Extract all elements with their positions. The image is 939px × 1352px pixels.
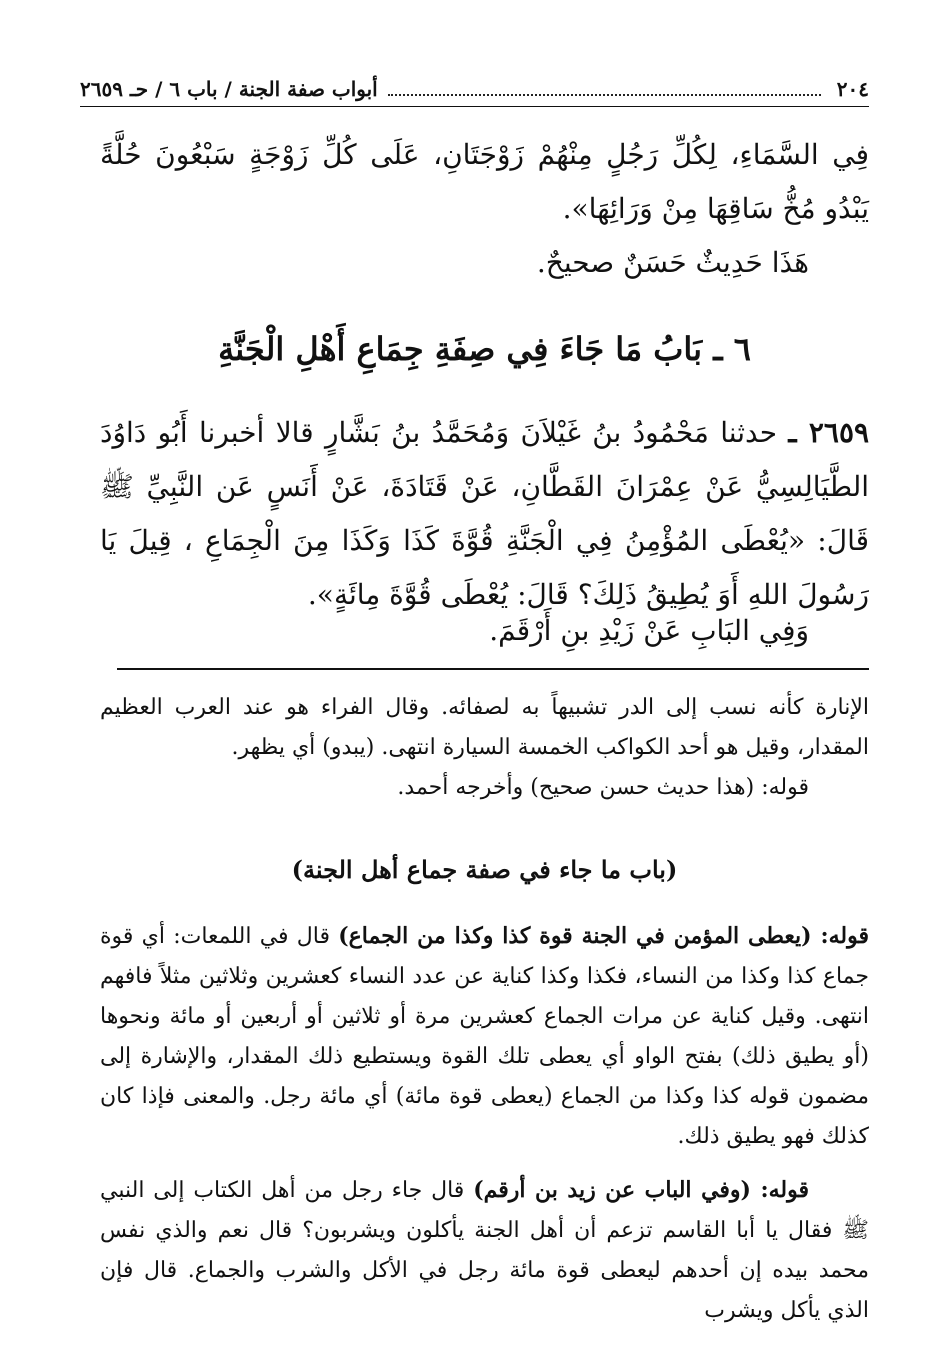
commentary-note-2 [100,768,869,808]
header-leader-dots [388,82,821,96]
page-header [80,72,869,107]
hadith-continuation [100,128,869,236]
hadith-2659 [100,406,869,622]
commentary-lead-3 [338,924,869,949]
commentary-lead-4-text: قوله: (وفي الباب عن زيد بن أرقم) [473,1177,809,1203]
grading-statement [100,236,869,290]
commentary-lead-3-text: قوله: (يعطى المؤمن في الجنة قوة كذا وكذا من الجماع) [338,923,869,949]
commentary-note-4 [100,1170,869,1331]
bab-reference [100,604,869,658]
commentary-text-1: الإنارة كأنه نسب إلى الدر تشبيهاً به لصفائه. وقال الفراء هو عند العرب العظيم المقدار، وقيل هو أحد الكواكب الخمسة السيارة انتهى. (يبدو) أي يظهر. [100,695,869,760]
running-title: أبواب صفة الجنة / باب ٦ / حـ ٢٦٥٩ [80,77,378,101]
grading-text: هَذَا حَدِيثٌ حَسَنٌ صحيحٌ. [536,246,809,279]
commentary-text-3: قال في اللمعات: أي قوة جماع كذا وكذا من النساء، فكذا وكذا كناية عن عدد النساء كعشرين وثلاثين مثلاً فافهم انتهى. وقيل كناية عن مرات الجماع كعشرين مرة أو ثلاثين أو أربعين أو مائة ونحوها (أو يطيق ذلك) بفتح الواو أي يعطى تلك القوة ويستطيع ذلك المقدار، والإشارة إلى مضمون قوله كذا وكذا من الجماع (يعطى قوة مائة) أي مائة رجل. والمعنى فإذا كان كذلك فهو يطيق ذلك. [100,924,869,1149]
bab-reference-text: وَفِي البَابِ عَنْ زَيْدِ بنِ أَرْقَمَ. [489,614,809,647]
commentary-chapter-title: (باب ما جاء في صفة جماع أهل الجنة) [291,855,678,884]
hadith-number: ٢٦٥٩ ـ [788,416,870,449]
hadith-text: حدثنا مَحْمُودُ بنُ غَيْلاَنَ وَمُحَمَّدُ بنُ بَشَّارٍ قالا أخبرنا أَبُو دَاوُدَ الطَّيَالِسِيُّ عَنْ عِمْرَانَ القَطَّانِ، عَنْ قَتَادَةَ، عَنْ أَنَسٍ عَن النَّبِيِّ ﷺ قَالَ: «يُعْطَى المُؤْمِنُ فِي الْجَنَّةِ قُوَّةَ كَذَا وَكَذَا مِنَ الْجِمَاعِ ، قِيلَ يَا رَسُولَ اللهِ أَوَ يُطِيقُ ذَلِكَ؟ قَالَ: يُعْطَى قُوَّةَ مِائَةٍ». [100,416,869,611]
hadith-continuation-text: فِي السَّمَاءِ، لِكُلِّ رَجُلٍ مِنْهُمْ زَوْجَتَانِ، عَلَى كُلِّ زَوْجَةٍ سَبْعُونَ حُلَّةً يَبْدُو مُخُّ سَاقِهَا مِنْ وَرَائِهَا». [100,138,869,225]
footnote-separator [117,668,869,670]
commentary-note-1 [100,688,869,768]
page-number: ٢٠٤ [836,77,869,101]
commentary-text-2: قوله: (هذا حديث حسن صحيح) وأخرجه أحمد. [397,775,809,800]
commentary-text-4: قال جاء رجل من أهل الكتاب إلى النبي ﷺ فقال يا أبا القاسم تزعم أن أهل الجنة يأكلون ويشربون؟ قال نعم والذي نفس محمد بيده إن أحدهم ليعطى قوة مائة رجل في الأكل والشرب والجماع. قال فإن الذي يأكل ويشرب [100,1178,869,1323]
commentary-note-3 [100,916,869,1157]
chapter-title: ٦ ـ بَابُ مَا جَاءَ فِي صِفَةِ جِمَاعِ أَهْلِ الْجَنَّةِ [218,330,751,368]
